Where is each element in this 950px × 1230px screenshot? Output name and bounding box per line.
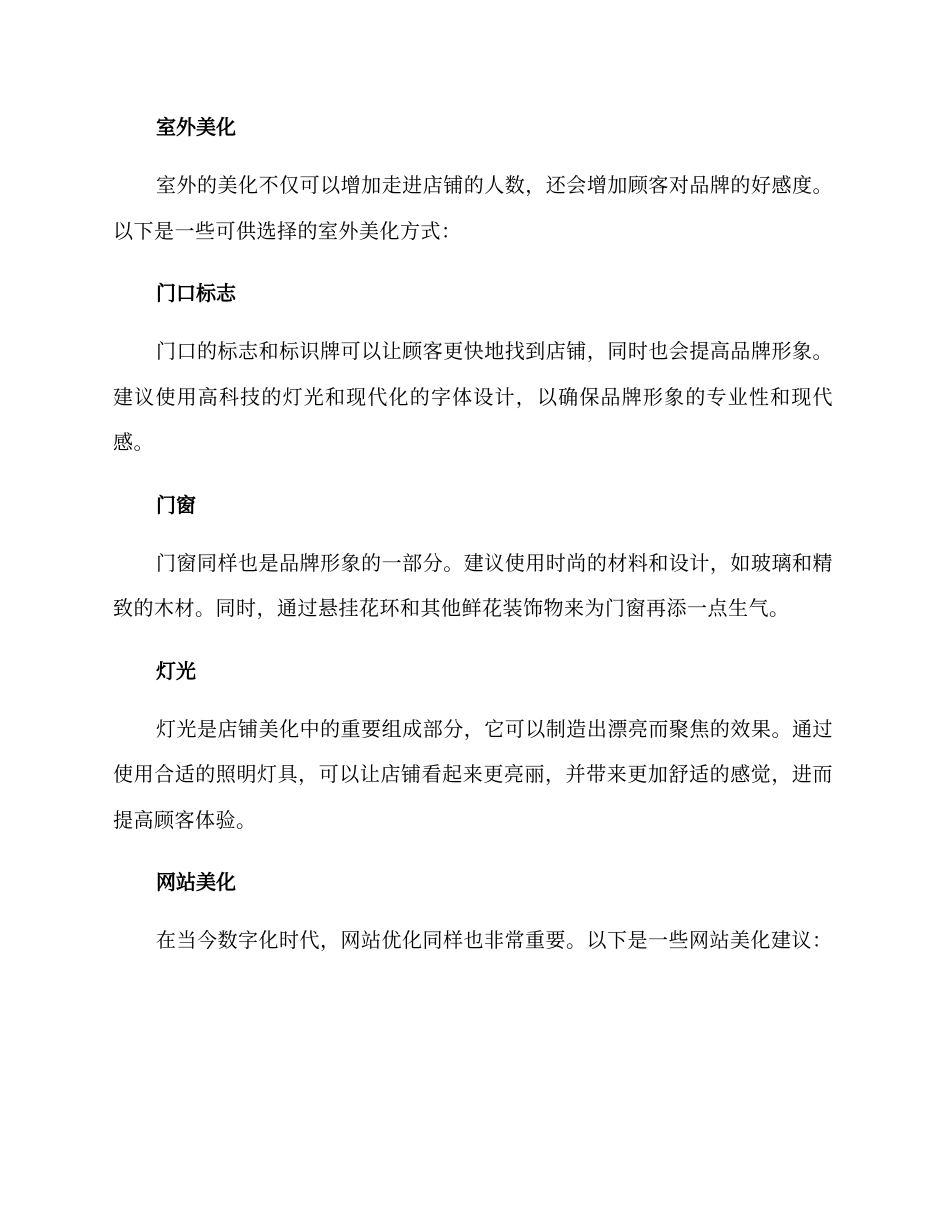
section-heading-door-sign: 门口标志 [156, 281, 236, 305]
section-heading-doors-windows: 门窗 [156, 492, 196, 517]
section-body-website: 在当今数字化时代，网站优化同样也非常重要。以下是一些网站美化建议： [156, 928, 833, 952]
section-body-door-sign: 门口的标志和标识牌可以让顾客更快地找到店铺，同时也会提高品牌形象。建议使用高科技的灯光和现代化的字体设计，以确保品牌形象的专业性和现代感。 [113, 339, 833, 454]
section-heading-lighting: 灯光 [156, 658, 196, 683]
section-body-doors-windows: 门窗同样也是品牌形象的一部分。建议使用时尚的材料和设计，如玻璃和精致的木材。同时，通过悬挂花环和其他鲜花装饰物来为门窗再添一点生气。 [113, 550, 833, 620]
section-body-outdoor: 室外的美化不仅可以增加走进店铺的人数，还会增加顾客对品牌的好感度。以下是一些可供选择的室外美化方式： [113, 173, 833, 243]
document-content [113, 107, 833, 983]
section-heading-website: 网站美化 [156, 870, 236, 894]
section-body-lighting: 灯光是店铺美化中的重要组成部分，它可以制造出漂亮而聚焦的效果。通过使用合适的照明灯具，可以让店铺看起来更亮丽，并带来更加舒适的感觉，进而提高顾客体验。 [113, 716, 833, 832]
section-heading-outdoor: 室外美化 [156, 115, 236, 139]
